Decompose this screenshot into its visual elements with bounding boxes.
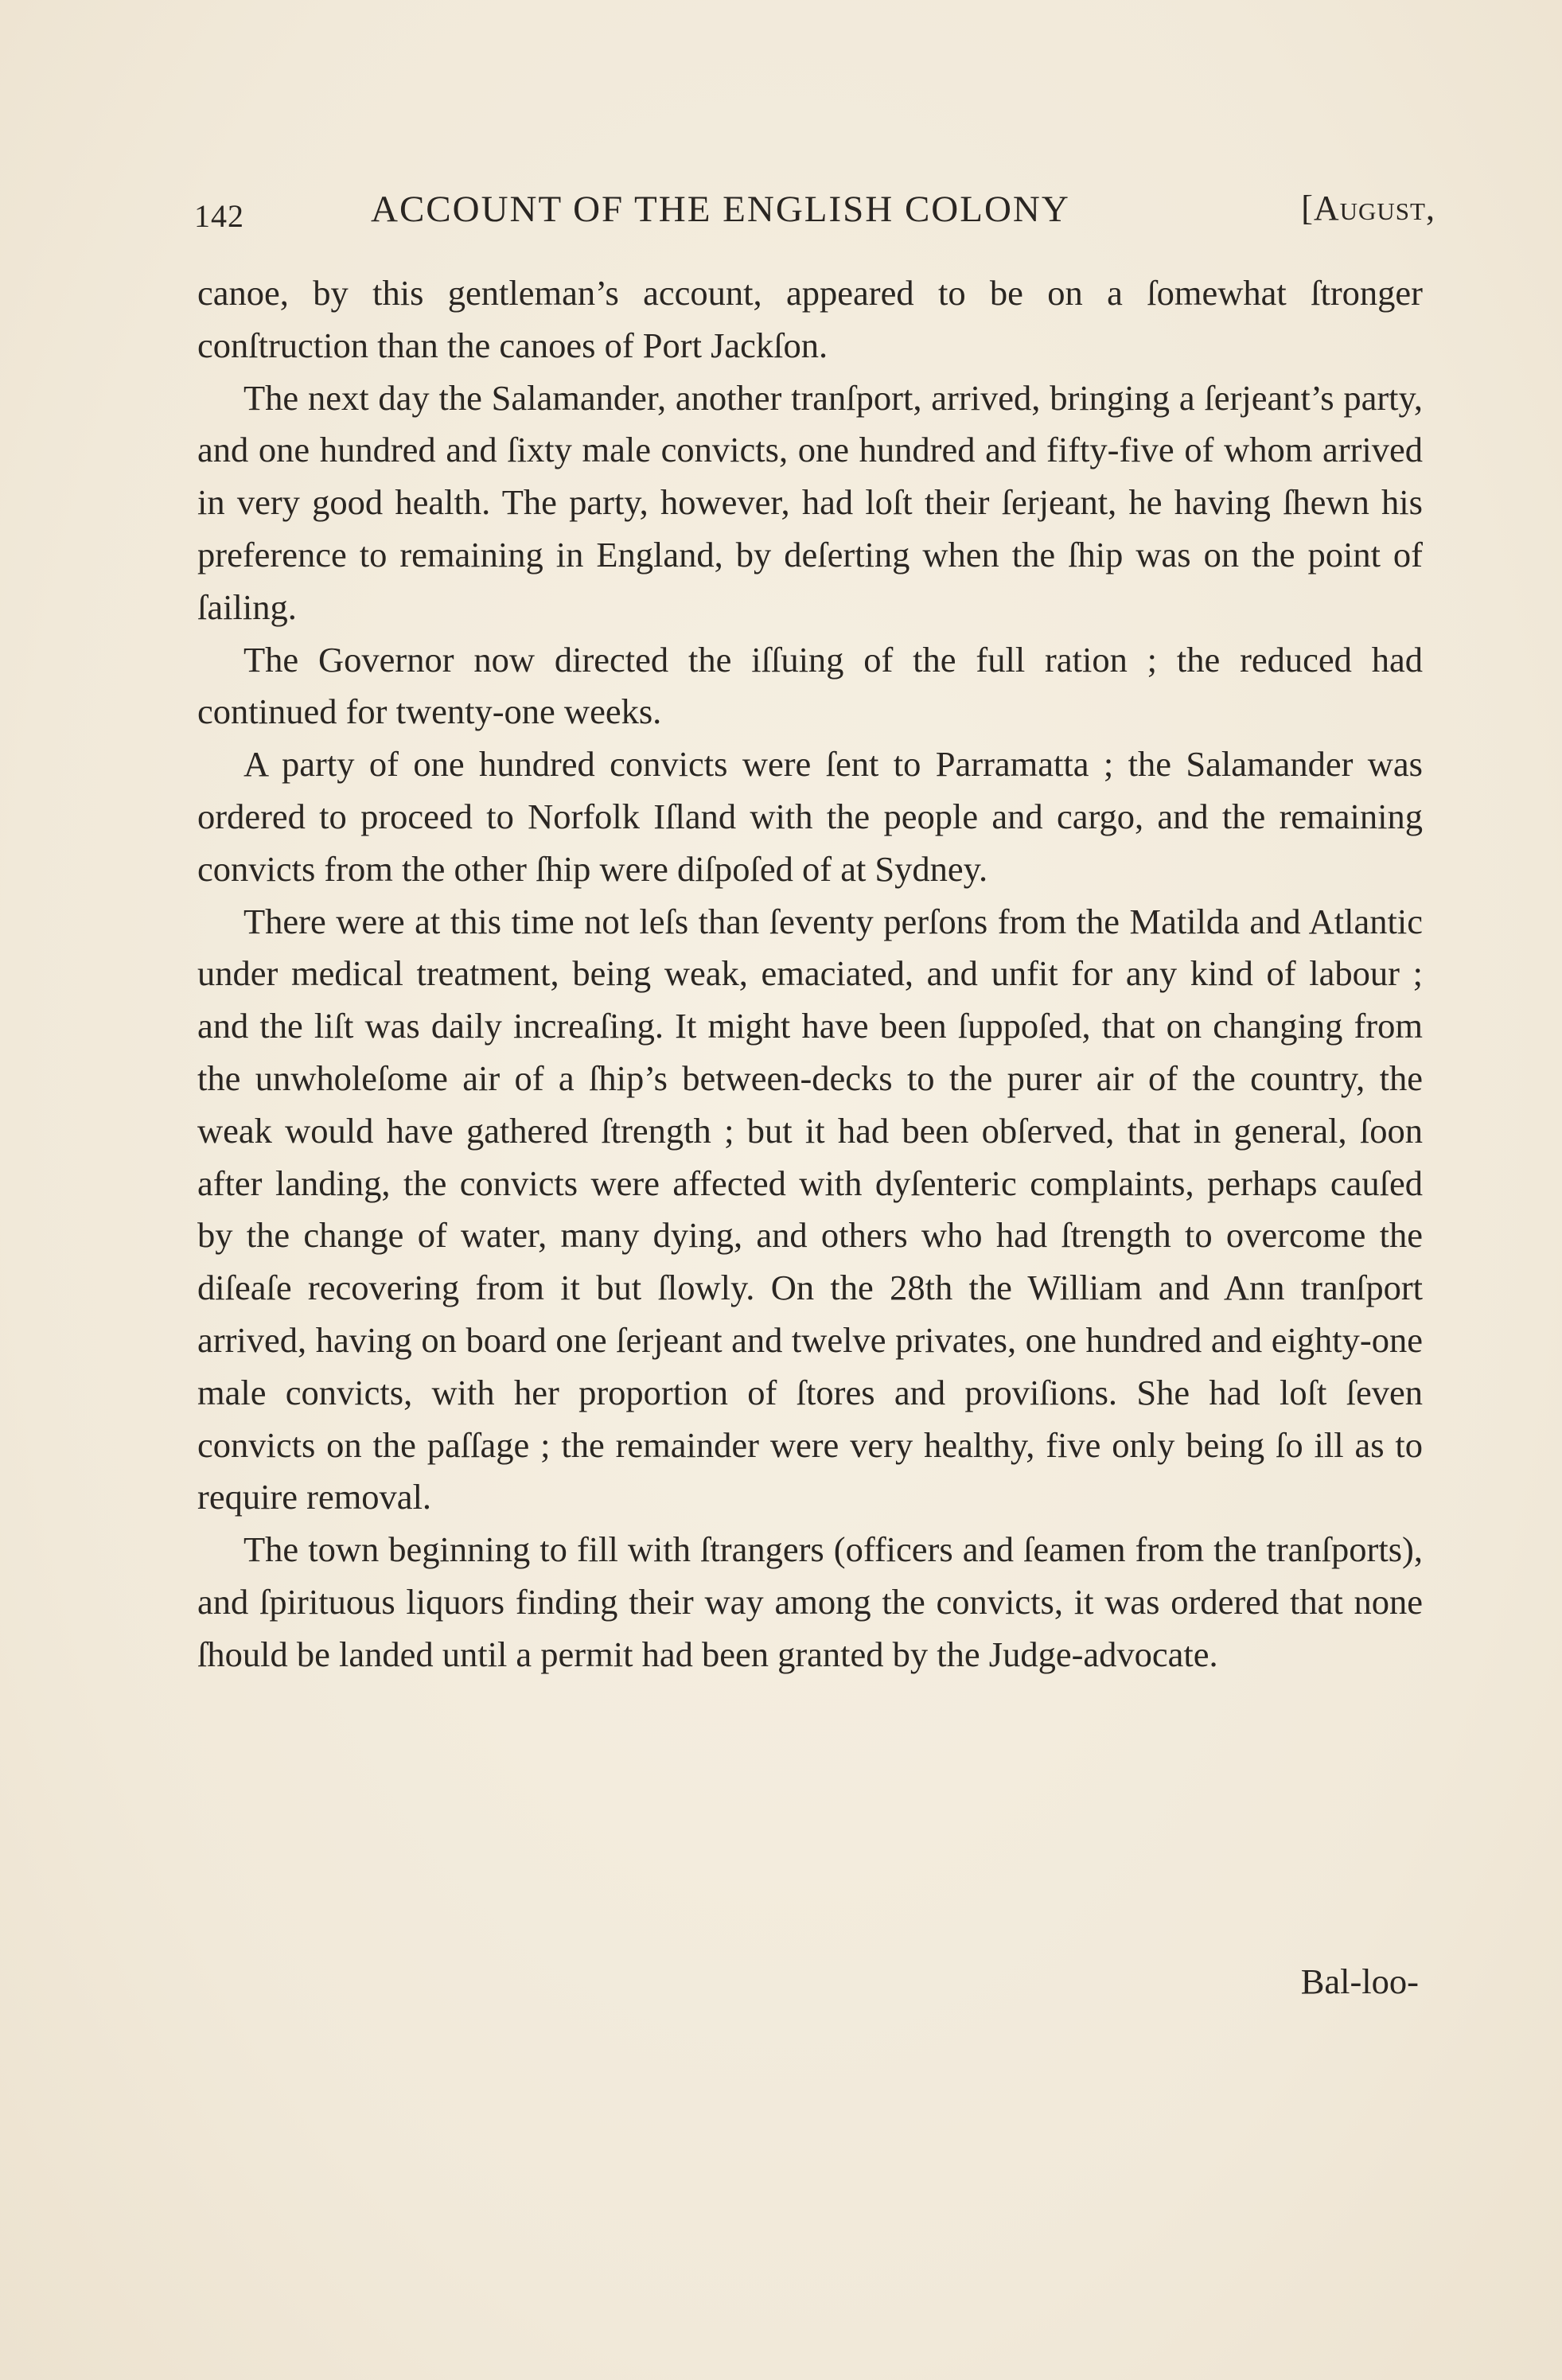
paragraph-permit-order: The town beginning to fill with ſtrangers (officers and ſeamen from the tranſports), and ſpirituous liquors finding their way among the convicts, it was ordered that none ſhould be landed until a permit had been granted by the Judge-advocate.: [197, 1529, 1423, 1674]
paragraph-continued: canoe, by this gentleman’s account, appeared to be on a ſomewhat ſtronger conſtruction than the canoes of Port Jackſon.: [197, 273, 1423, 365]
running-date: [August,: [1301, 189, 1435, 228]
paragraph-parramatta-party: A party of one hundred convicts were ſent to Parramatta ; the Salamander was ordered to proceed to Norfolk Iſland with the people and cargo, and the remaining convicts from the other ſhip were diſpoſed of at Sydney.: [197, 744, 1423, 889]
catchword: Bal-loo-: [1300, 1961, 1419, 2001]
paragraph-medical-treatment: There were at this time not leſs than ſeventy perſons from the Matilda and Atlantic under medical treatment, being weak, emaciated, and unfit for any kind of labour ; and the liſt was daily increaſing. It might have been ſuppoſed, that on changing from the unwholeſome air of a ſhip’s between-decks to the purer air of the country, the weak would have gathered ſtrength ; but it had been obſerved, that in general, ſoon after landing, the convicts were affected with dyſenteric complaints, perhaps cauſed by the change of water, many dying, and others who had ſtrength to overcome the diſeaſe recovering from it but ſlowly. On the 28th the William and Ann tranſport arrived, having on board one ſerjeant and twelve privates, one hundred and eighty-one male convicts, with her proportion of ſtores and proviſions. She had loſt ſeven convicts on the paſſage ; the remainder were very healthy, five only being ſo ill as to require removal.: [197, 901, 1423, 1517]
running-title: ACCOUNT OF THE ENGLISH COLONY: [371, 189, 1070, 230]
paragraph-full-ration: The Governor now directed the iſſuing of the full ration ; the reduced had continued for twenty-one weeks.: [197, 639, 1423, 732]
running-header: [194, 188, 1435, 243]
page-number: 142: [194, 198, 244, 234]
paragraph-salamander-arrival: The next day the Salamander, another tranſport, arrived, bringing a ſerjeant’s party, and one hundred and ſixty male convicts, one hundred and fifty-five of whom arrived in very good health. The party, however, had loſt their ſerjeant, he having ſhewn his preference to remaining in England, by deſerting when the ſhip was on the point of ſailing.: [197, 377, 1423, 627]
body-text: [197, 267, 1423, 1681]
